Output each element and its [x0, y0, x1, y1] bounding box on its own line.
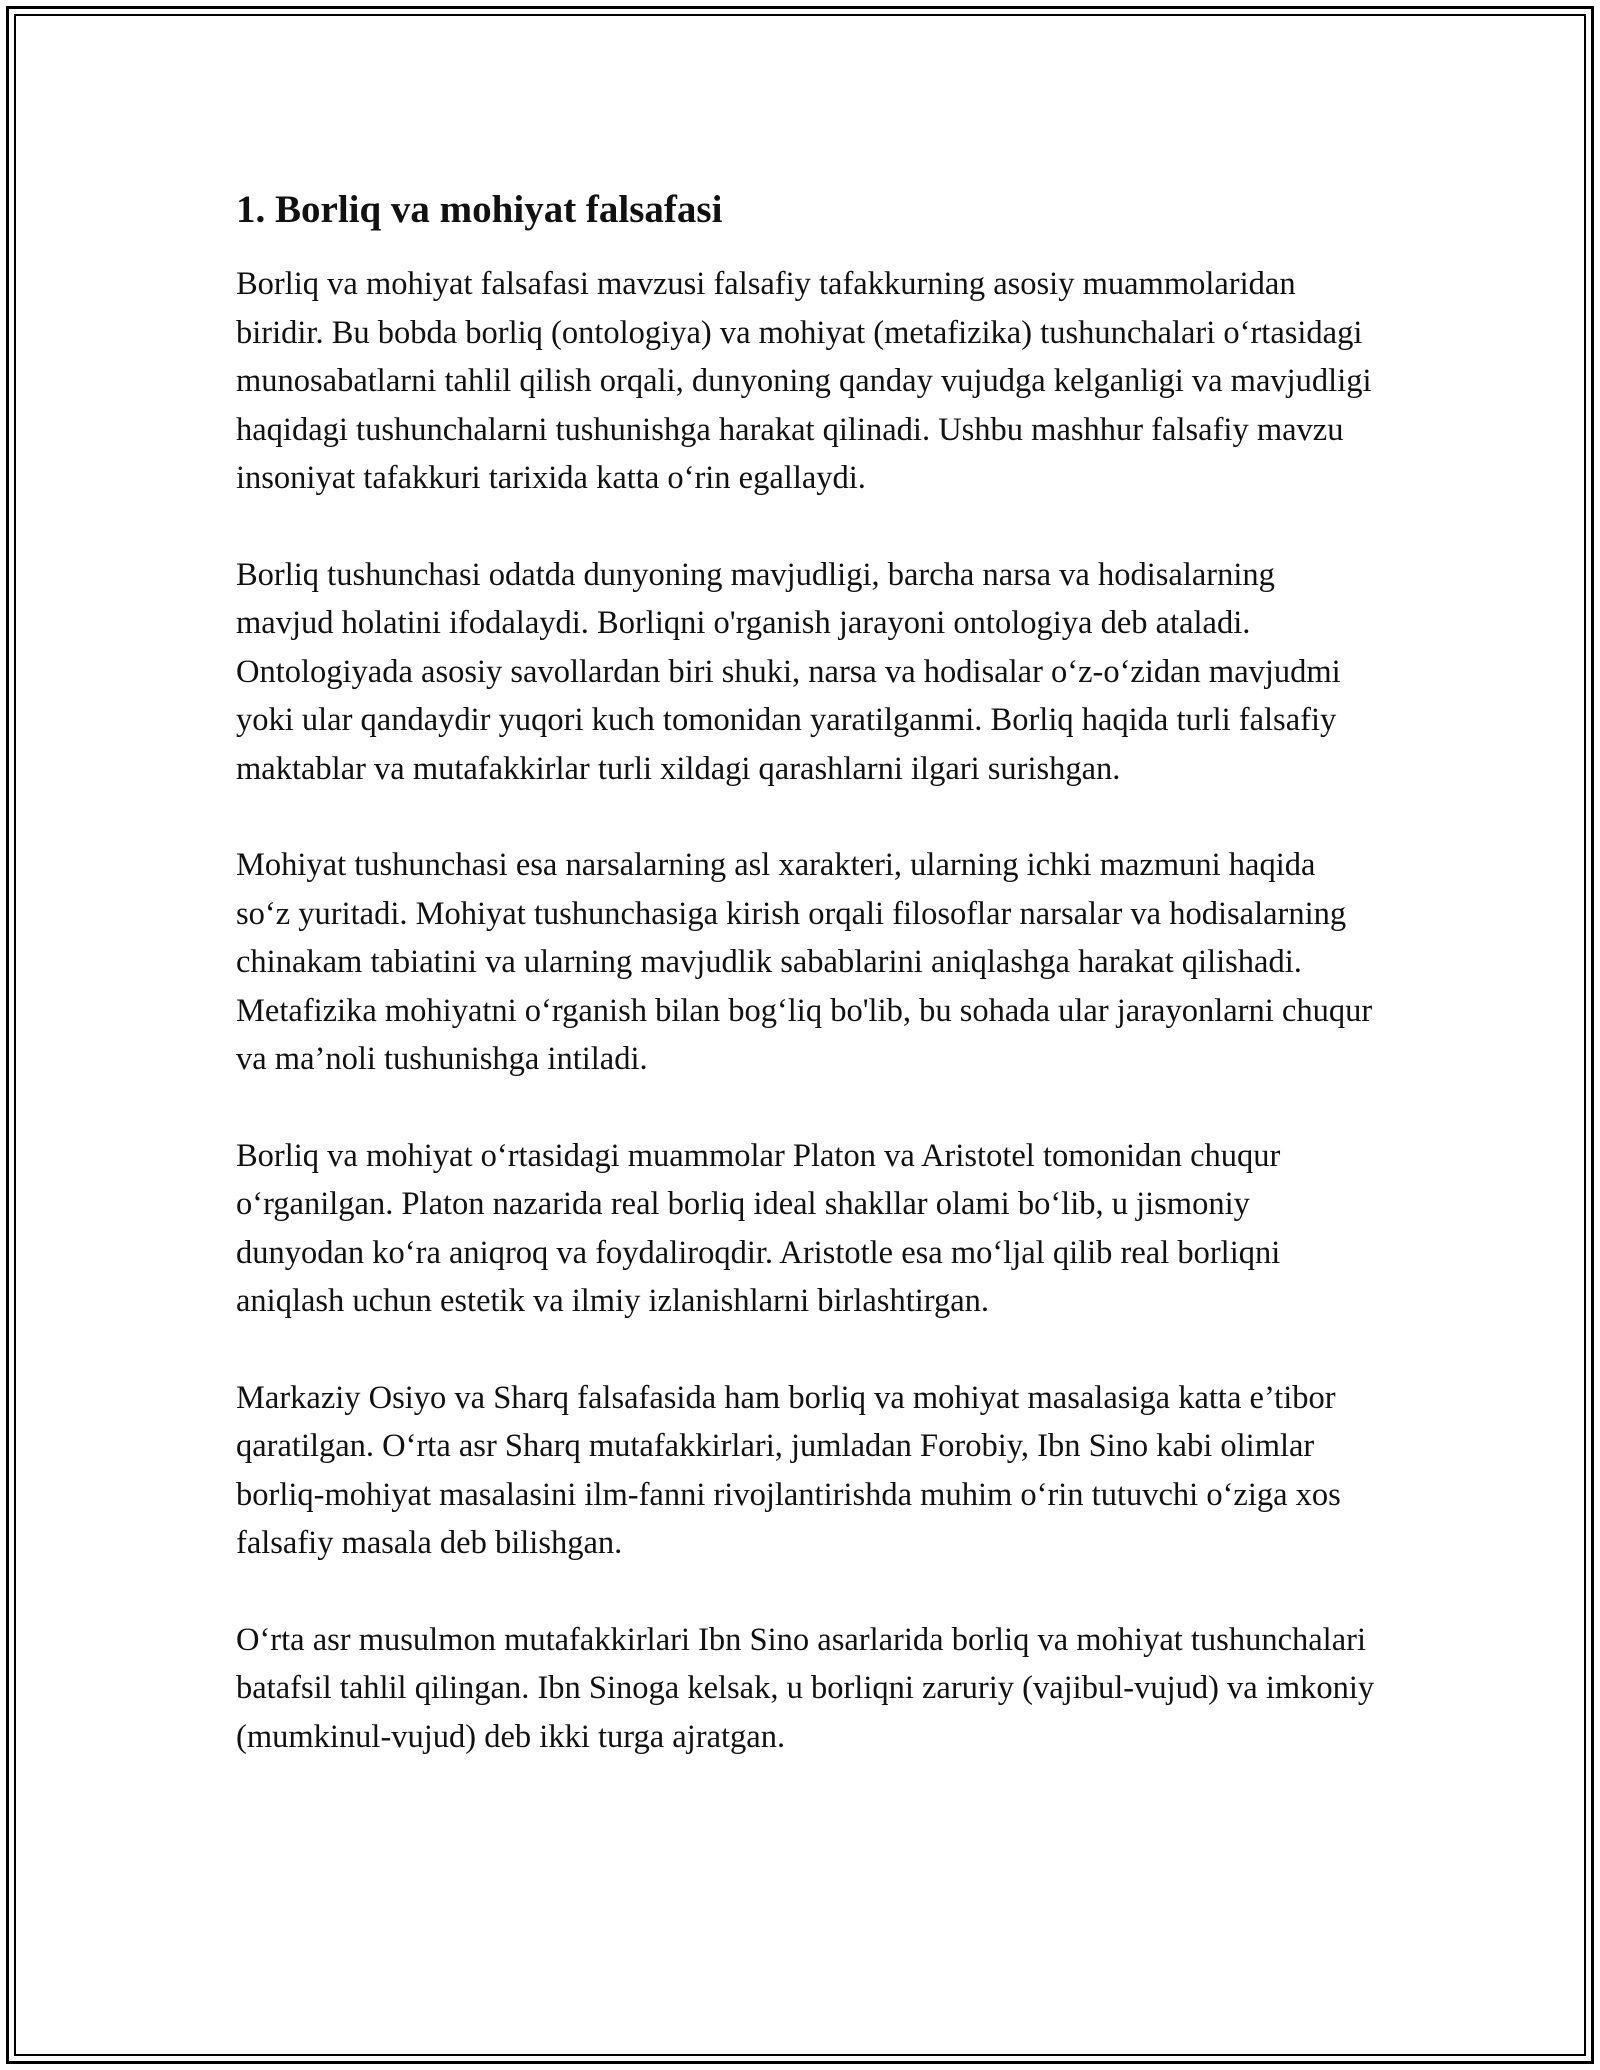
paragraph-6: O‘rta asr musulmon mutafakkirlari Ibn Sino asarlarida borliq va mohiyat tushunchalari batafsil tahlil qilingan. Ibn Sinoga kelsak, u borliqni zaruriy (vajibul-vujud) va imkoniy (mumkinul-vujud) deb ikki turga ajratgan. — [236, 1621, 1375, 1755]
paragraph-5: Markaziy Osiyo va Sharq falsafasida ham borliq va mohiyat masalasiga katta e’tibor qaratilgan. O‘rta asr Sharq mutafakkirlari, jumladan Forobiy, Ibn Sino kabi olimlar borliq-mohiyat masalasini ilm-fanni rivojlantirishda muhim o‘rin tutuvchi o‘ziga xos falsafiy masala deb bilishgan. — [236, 1379, 1341, 1561]
paragraph-1: Borliq va mohiyat falsafasi mavzusi falsafiy tafakkurning asosiy muammolaridan biridir. Bu bobda borliq (ontologiya) va mohiyat (metafizika) tushunchalari o‘rtasidagi munosabatlarni tahlil qilish orqali, dunyoning qanday vujudga kelganligi va mavjudligi haqidagi tushunchalarni tushunishga harakat qilinadi. Ushbu mashhur falsafiy mavzu insoniyat tafakkuri tarixida katta o‘rin egallaydi. — [236, 266, 1372, 496]
paragraph-3: Mohiyat tushunchasi esa narsalarning asl xarakteri, ularning ichki mazmuni haqida so‘z yuritadi. Mohiyat tushunchasiga kirish orqali filosoflar narsalar va hodisalarning chinakam tabiatini va ularning mavjudlik sabablarini aniqlashga harakat qilishadi. Metafizika mohiyatni o‘rganish bilan bog‘liq bo'lib, bu sohada ular jarayonlarni chuqur va ma’noli tushunishga intiladi. — [236, 847, 1373, 1077]
document-body — [236, 186, 1376, 1809]
paragraph-4: Borliq va mohiyat o‘rtasidagi muammolar Platon va Aristotel tomonidan chuqur o‘rganilgan. Platon nazarida real borliq ideal shakllar olami bo‘lib, u jismoniy dunyodan ko‘ra aniqroq va foydaliroqdir. Aristotle esa mo‘ljal qilib real borliqni aniqlash uchun estetik va ilmiy izlanishlarni birlashtirgan. — [236, 1137, 1281, 1319]
paragraph-2: Borliq tushunchasi odatda dunyoning mavjudligi, barcha narsa va hodisalarning mavjud holatini ifodalaydi. Borliqni o'rganish jarayoni ontologiya deb ataladi. Ontologiyada asosiy savollardan biri shuki, narsa va hodisalar o‘z-o‘zidan mavjudmi yoki ular qandaydir yuqori kuch tomonidan yaratilganmi. Borliq haqida turli falsafiy maktablar va mutafakkirlar turli xildagi qarashlarni ilgari surishgan. — [236, 556, 1341, 787]
section-heading: 1. Borliq va mohiyat falsafasi — [236, 188, 723, 231]
